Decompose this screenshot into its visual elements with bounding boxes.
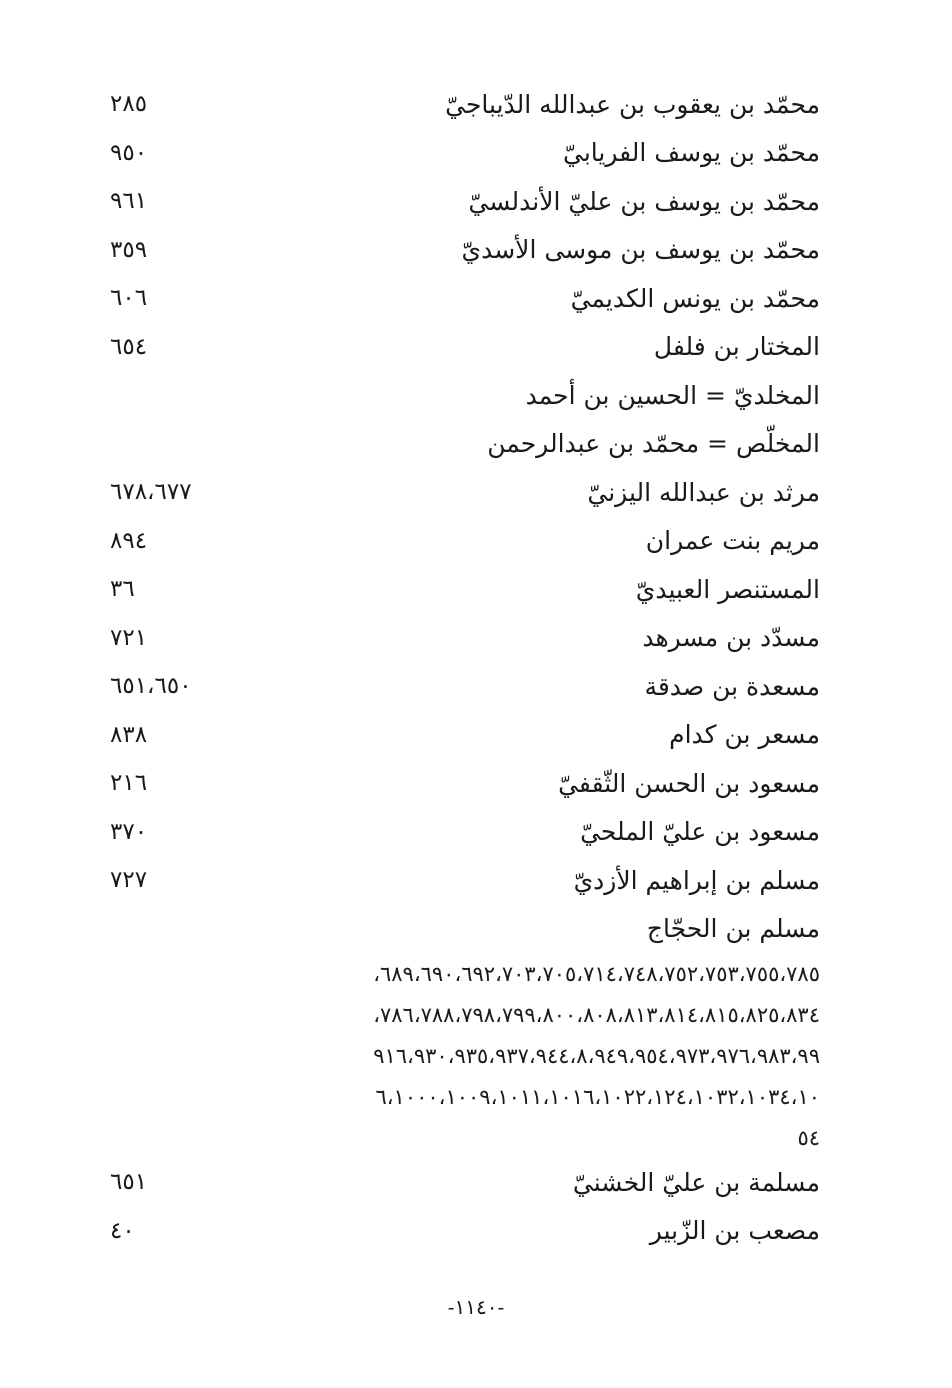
muslim-pages-block <box>110 953 820 1158</box>
entry-name: مرثد بن عبدالله اليزنيّ <box>587 477 820 507</box>
index-entry <box>110 905 820 954</box>
entries-list-bottom <box>110 1158 820 1255</box>
page-ref-line: ٥٤ <box>797 1125 820 1150</box>
entry-name: محمّد بن يوسف الفريابيّ <box>562 138 820 168</box>
index-entry <box>110 856 820 905</box>
entry-pages: ٦٥٤ <box>110 333 148 360</box>
index-entry <box>110 468 820 517</box>
index-entries <box>110 80 820 1255</box>
entry-name: المخلديّ = الحسين بن أحمد <box>525 380 820 410</box>
entry-pages: ٧٢١ <box>110 624 148 651</box>
entry-name: المختار بن فلفل <box>653 332 820 362</box>
index-entry <box>110 614 820 663</box>
index-entry <box>110 371 820 420</box>
entry-pages: ٩٥٠ <box>110 139 148 166</box>
page-ref-line: ٦٨٩،٦٩٠،٦٩٢،٧٠٣،٧٠٥،٧١٤،٧٤٨،٧٥٢،٧٥٣،٧٥٥،٧٨٥، <box>373 961 820 986</box>
entry-pages: ٢١٦ <box>110 770 148 797</box>
page-ref-line: ٦،١٠٠٠،١٠٠٩،١٠١١،١٠١٦،١٠٢٢،١٢٤،١٠٣٢،١٠٣٤،١٠ <box>375 1084 820 1109</box>
index-entry <box>110 565 820 614</box>
page-number: -١١٤٠- <box>447 1295 505 1319</box>
entry-name: مسدّد بن مسرهد <box>642 623 820 653</box>
entry-name: مسعر بن كدام <box>669 720 820 750</box>
index-entry <box>110 80 820 129</box>
entry-pages: ٨٩٤ <box>110 527 148 554</box>
entry-pages: ٦٥١،٦٥٠ <box>110 673 192 700</box>
index-entry <box>110 274 820 323</box>
entry-pages: ٧٢٧ <box>110 867 148 894</box>
entry-name: المستنصر العبيديّ <box>635 574 820 604</box>
entry-name: مسلمة بن عليّ الخشنيّ <box>572 1167 820 1197</box>
entry-name: محمّد بن يوسف بن عليّ الأندلسيّ <box>468 186 820 216</box>
entry-name: مسلم بن الحجّاج <box>646 914 820 944</box>
page-ref-line: ٧٨٦،٧٨٨،٧٩٨،٧٩٩،٨٠٠،٨٠٨،٨١٣،٨١٤،٨١٥،٨٢٥،٨٣٤، <box>373 1002 820 1027</box>
entry-pages: ٦٠٦ <box>110 285 148 312</box>
entry-pages: ٨٣٨ <box>110 721 148 748</box>
entries-list-top <box>110 80 820 953</box>
entry-name: مسعدة بن صدقة <box>644 671 820 701</box>
entry-name: محمّد بن يونس الكديميّ <box>570 283 820 313</box>
index-entry <box>110 177 820 226</box>
index-entry <box>110 1158 820 1207</box>
entry-name: المخلّص = محمّد بن عبدالرحمن <box>487 429 820 459</box>
index-entry <box>110 808 820 857</box>
index-entry <box>110 711 820 760</box>
entry-pages: ٣٥٩ <box>110 236 148 263</box>
index-entry <box>110 129 820 178</box>
page-ref-line: ٩١٦،٩٣٠،٩٣٥،٩٣٧،٩٤٤،٨،٩٤٩،٩٥٤،٩٧٣،٩٧٦،٩٨٣،٩٩ <box>373 1043 820 1068</box>
entry-name: مسلم بن إبراهيم الأزديّ <box>573 865 820 895</box>
index-entry <box>110 226 820 275</box>
entry-pages: ٣٧٠ <box>110 818 148 845</box>
index-entry <box>110 323 820 372</box>
index-entry <box>110 517 820 566</box>
entry-pages: ٦٥١ <box>110 1169 148 1196</box>
entry-name: مسعود بن الحسن الثّقفيّ <box>558 768 820 798</box>
index-entry <box>110 759 820 808</box>
entry-pages: ٢٨٥ <box>110 91 148 118</box>
entry-pages: ٣٦ <box>110 576 135 603</box>
entry-pages: ٦٧٨،٦٧٧ <box>110 479 192 506</box>
index-entry <box>110 662 820 711</box>
entry-name: محمّد بن يوسف بن موسى الأسديّ <box>461 235 820 265</box>
entry-name: محمّد بن يعقوب بن عبدالله الدّيباجيّ <box>445 89 820 119</box>
entry-pages: ٩٦١ <box>110 188 148 215</box>
entry-pages: ٤٠ <box>110 1217 135 1244</box>
entry-name: مسعود بن عليّ الملحيّ <box>580 817 820 847</box>
entry-name: مصعب بن الزّبير <box>649 1216 820 1246</box>
entry-name: مريم بنت عمران <box>645 526 820 556</box>
index-entry <box>110 420 820 469</box>
index-entry <box>110 1207 820 1256</box>
